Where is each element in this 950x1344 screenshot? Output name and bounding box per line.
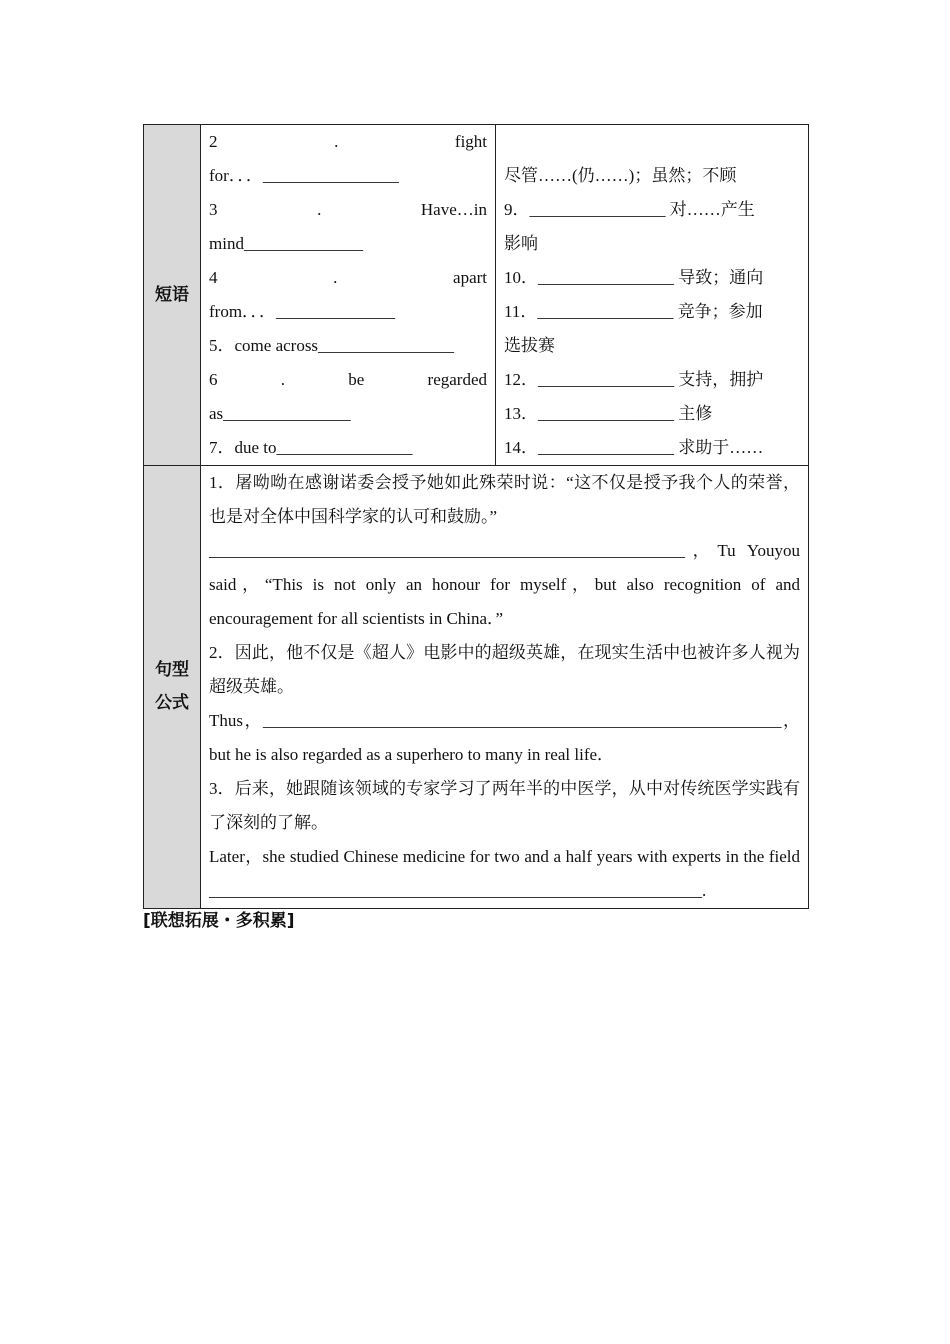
sentence-2-english: Thus，_____________________________________________________________，but he is also regarded as a superhero to many in real life． xyxy=(209,711,800,764)
sentence-1-chinese: 1．屠呦呦在感谢诺委会授予她如此殊荣时说：“这不仅是授予我个人的荣誉，也是对全体中国科学家的认可和鼓励。” xyxy=(209,473,800,526)
sentence-3-english: Later，she studied Chinese medicine for two and a half years with experts in the field __________________________________________________________. xyxy=(209,847,800,900)
phrase-item: 7．due to________________ xyxy=(209,438,413,457)
sentence-patterns xyxy=(201,466,808,908)
exercise-table xyxy=(143,124,809,909)
phrase-line: 尽管……(仍……)；虽然；不顾 xyxy=(504,166,737,185)
phrase-item: 4 . apart from．．．______________ xyxy=(209,268,488,321)
phrase-item: 3 . Have…in mind______________ xyxy=(209,200,487,253)
sentences-row xyxy=(144,465,808,908)
phrases-right-column xyxy=(496,125,808,465)
phrase-line xyxy=(504,125,800,159)
phrase-line: 14．________________ 求助于…… xyxy=(504,438,764,457)
phrases-label: 短语 xyxy=(144,125,201,465)
phrase-item: 2 . fight for．．．________________ xyxy=(209,132,488,185)
phrases-left-column xyxy=(201,125,496,465)
sentence-3-chinese: 3．后来，她跟随该领域的专家学习了两年半的中医学，从中对传统医学实践有了深刻的了解。 xyxy=(209,779,800,832)
phrase-line: 10．________________ 导致；通向 xyxy=(504,268,764,287)
phrase-line: 13．________________ 主修 xyxy=(504,404,713,423)
phrase-item: 5．come across________________ xyxy=(209,336,455,355)
section-footer: [联想拓展・多积累] xyxy=(143,911,295,931)
phrase-item: 6 . be regarded as_______________ xyxy=(209,370,488,423)
phrase-line: 11．________________ 竞争；参加 xyxy=(504,302,763,321)
phrase-line: 12．________________ 支持，拥护 xyxy=(504,370,764,389)
phrase-line: 影响 xyxy=(504,234,538,253)
phrase-line: 9．________________ 对……产生 xyxy=(504,200,755,219)
sentences-label: 句型 公式 xyxy=(144,466,201,908)
phrases-row xyxy=(144,125,808,465)
sentence-2-chinese: 2．因此，他不仅是《超人》电影中的超级英雄，在现实生活中也被许多人视为超级英雄。 xyxy=(209,643,800,696)
phrase-line: 选拔赛 xyxy=(504,336,555,355)
sentence-1-english: ________________________________________________________，Tu Youyou said，“This is not only an honour for myself，but also recognition of and encouragement for all scientists in China．” xyxy=(209,541,800,628)
